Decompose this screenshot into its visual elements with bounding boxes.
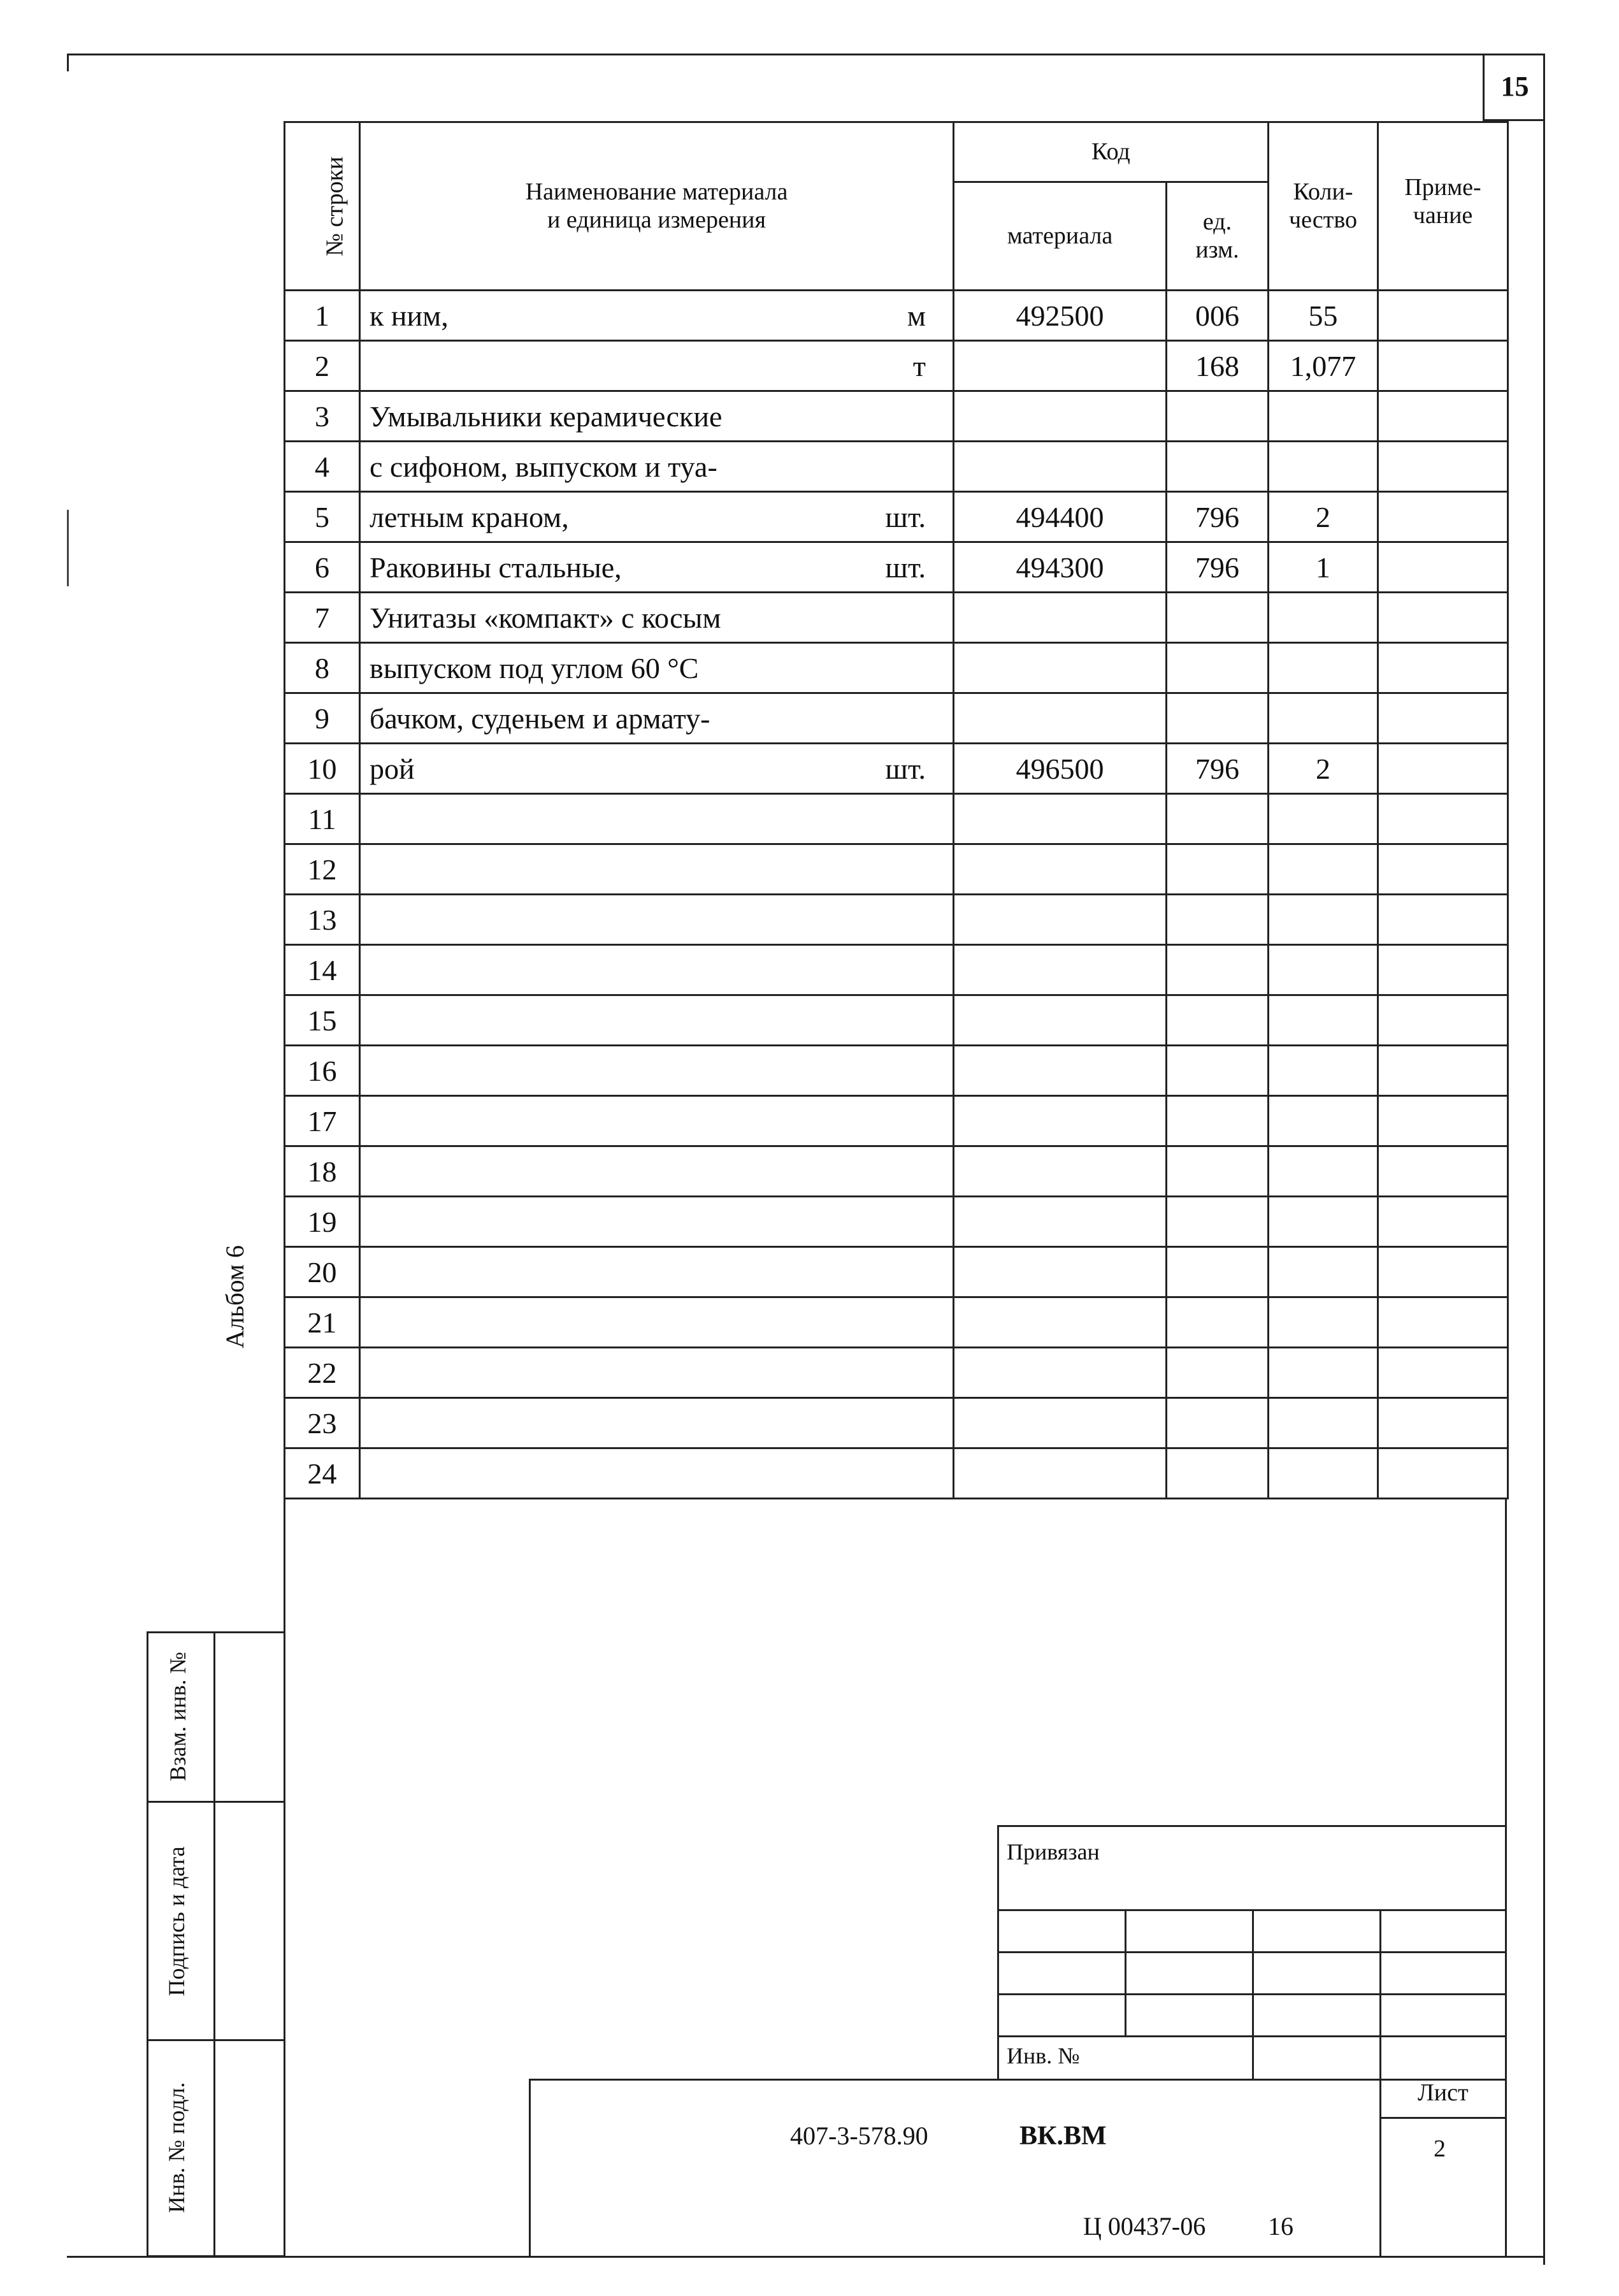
row-number: 9 — [285, 693, 360, 744]
material-code — [954, 1146, 1167, 1197]
table-row — [285, 542, 1508, 593]
quantity: 2 — [1269, 744, 1378, 794]
material-name: Унитазы «компакт» с косым — [370, 601, 721, 634]
note — [1378, 844, 1508, 895]
material-code — [954, 1348, 1167, 1398]
material-name-cell — [360, 1398, 954, 1448]
unit-name: шт. — [885, 551, 926, 584]
note — [1378, 1146, 1508, 1197]
material-name-cell — [360, 1448, 954, 1499]
table-row — [285, 1247, 1508, 1297]
table-row — [285, 693, 1508, 744]
material-name-cell — [360, 442, 954, 492]
note — [1378, 341, 1508, 391]
material-name-cell — [360, 995, 954, 1046]
table-row — [285, 1297, 1508, 1348]
quantity — [1269, 1096, 1378, 1146]
frame-left-line — [67, 54, 69, 71]
quantity — [1269, 1197, 1378, 1247]
footer-page: 16 — [1268, 2212, 1293, 2241]
row-number: 13 — [285, 895, 360, 945]
table-row — [285, 593, 1508, 643]
note — [1378, 1197, 1508, 1247]
materials-table — [284, 121, 1509, 1499]
unit-code — [1167, 643, 1269, 693]
material-code — [954, 1197, 1167, 1247]
material-code: 494400 — [954, 492, 1167, 542]
unit-code — [1167, 1197, 1269, 1247]
table-row — [285, 1448, 1508, 1499]
document-mark: ВК.ВМ — [1019, 2121, 1107, 2151]
material-code — [954, 1247, 1167, 1297]
note — [1378, 693, 1508, 744]
unit-name: шт. — [885, 752, 926, 785]
unit-name: т — [912, 349, 926, 382]
note — [1378, 945, 1508, 995]
row-number: 12 — [285, 844, 360, 895]
row-number: 23 — [285, 1398, 360, 1448]
row-number: 19 — [285, 1197, 360, 1247]
table-row — [285, 794, 1508, 844]
material-code — [954, 1297, 1167, 1348]
lower-area-right-line — [1505, 1498, 1507, 2257]
table-row — [285, 1046, 1508, 1096]
unit-code — [1167, 1247, 1269, 1297]
stamp-top-line — [997, 1825, 1507, 1827]
note — [1378, 291, 1508, 341]
unit-code — [1167, 1348, 1269, 1398]
album-label: Альбом 6 — [220, 1245, 249, 1348]
unit-code: 796 — [1167, 542, 1269, 593]
quantity: 1 — [1269, 542, 1378, 593]
unit-code: 796 — [1167, 744, 1269, 794]
unit-code — [1167, 1297, 1269, 1348]
stamp-col-line-2 — [1252, 1909, 1254, 2080]
material-name: с сифоном, выпуском и туа- — [370, 450, 717, 483]
inv-no-label: Инв. № — [1007, 2043, 1080, 2069]
material-code — [954, 895, 1167, 945]
frame-left-mark — [67, 510, 69, 586]
quantity — [1269, 1146, 1378, 1197]
header-row-no: № строки — [285, 122, 360, 291]
material-name-cell — [360, 1247, 954, 1297]
row-number: 24 — [285, 1448, 360, 1499]
material-name-cell — [360, 693, 954, 744]
sheet-number: 2 — [1434, 2135, 1446, 2162]
stamp-col-line-3 — [1379, 1909, 1381, 2257]
quantity — [1269, 1247, 1378, 1297]
material-code — [954, 1448, 1167, 1499]
unit-code — [1167, 1448, 1269, 1499]
material-code — [954, 1096, 1167, 1146]
quantity — [1269, 442, 1378, 492]
material-code — [954, 593, 1167, 643]
note — [1378, 1448, 1508, 1499]
note — [1378, 1398, 1508, 1448]
material-code — [954, 391, 1167, 442]
note — [1378, 995, 1508, 1046]
quantity — [1269, 593, 1378, 643]
table-row — [285, 1146, 1508, 1197]
row-number: 5 — [285, 492, 360, 542]
quantity — [1269, 794, 1378, 844]
unit-code: 006 — [1167, 291, 1269, 341]
material-name-cell — [360, 1096, 954, 1146]
replace-inv-label: Взам. инв. № — [165, 1652, 191, 1781]
unit-code — [1167, 1398, 1269, 1448]
quantity — [1269, 693, 1378, 744]
material-code — [954, 341, 1167, 391]
table-row — [285, 1398, 1508, 1448]
unit-code — [1167, 794, 1269, 844]
material-name-cell — [360, 945, 954, 995]
note — [1378, 593, 1508, 643]
row-number: 14 — [285, 945, 360, 995]
quantity — [1269, 643, 1378, 693]
table-row — [285, 995, 1508, 1046]
sheet-label: Лист — [1418, 2079, 1469, 2106]
material-code — [954, 995, 1167, 1046]
row-number: 17 — [285, 1096, 360, 1146]
unit-code: 796 — [1167, 492, 1269, 542]
row-number: 15 — [285, 995, 360, 1046]
material-name-cell — [360, 593, 954, 643]
header-note: Приме- чание — [1378, 122, 1508, 291]
quantity — [1269, 1348, 1378, 1398]
quantity — [1269, 391, 1378, 442]
quantity — [1269, 995, 1378, 1046]
note — [1378, 1096, 1508, 1146]
row-number: 7 — [285, 593, 360, 643]
material-name-cell — [360, 744, 954, 794]
quantity — [1269, 1046, 1378, 1096]
table-row — [285, 643, 1508, 693]
unit-name: м — [907, 299, 926, 332]
material-name: рой — [370, 752, 415, 785]
material-name: бачком, суденьем и армату- — [370, 702, 710, 735]
inv-orig-label: Инв. № подл. — [164, 2082, 189, 2213]
material-name-cell — [360, 291, 954, 341]
header-code: Код — [954, 122, 1269, 182]
row-number: 22 — [285, 1348, 360, 1398]
unit-code: 168 — [1167, 341, 1269, 391]
material-name-cell — [360, 794, 954, 844]
note — [1378, 744, 1508, 794]
footer-code: Ц 00437-06 — [1083, 2212, 1206, 2241]
unit-code — [1167, 895, 1269, 945]
material-name: Умывальники керамические — [370, 400, 723, 433]
quantity — [1269, 1398, 1378, 1448]
document-code: 407-3-578.90 — [790, 2121, 928, 2150]
unit-code — [1167, 945, 1269, 995]
table-row — [285, 341, 1508, 391]
row-number: 2 — [285, 341, 360, 391]
material-name-cell — [360, 1197, 954, 1247]
material-code — [954, 844, 1167, 895]
frame-right-line — [1543, 54, 1545, 2265]
material-name-cell — [360, 1146, 954, 1197]
side-strip-divider — [213, 1631, 215, 2257]
stamp-col-line-1 — [1125, 1909, 1126, 2037]
material-name-cell — [360, 542, 954, 593]
side-strip-line-2 — [147, 2039, 285, 2041]
note — [1378, 1247, 1508, 1297]
quantity — [1269, 895, 1378, 945]
side-strip-line-1 — [147, 1801, 285, 1803]
header-name: Наименование материала и единица измерения — [360, 122, 954, 291]
unit-code — [1167, 693, 1269, 744]
material-code: 496500 — [954, 744, 1167, 794]
unit-code — [1167, 442, 1269, 492]
note — [1378, 895, 1508, 945]
row-number: 6 — [285, 542, 360, 593]
row-number: 18 — [285, 1146, 360, 1197]
material-code: 494300 — [954, 542, 1167, 593]
material-name-cell — [360, 895, 954, 945]
row-number: 8 — [285, 643, 360, 693]
material-name-cell — [360, 643, 954, 693]
header-code-unit: ед. изм. — [1167, 182, 1269, 291]
quantity — [1269, 1297, 1378, 1348]
material-name: к ним, — [370, 299, 449, 332]
note — [1378, 542, 1508, 593]
material-name-cell — [360, 341, 954, 391]
material-name: летным краном, — [370, 500, 569, 533]
table-row — [285, 844, 1508, 895]
row-number: 3 — [285, 391, 360, 442]
unit-code — [1167, 995, 1269, 1046]
table-row — [285, 945, 1508, 995]
quantity: 55 — [1269, 291, 1378, 341]
row-number: 10 — [285, 744, 360, 794]
quantity — [1269, 844, 1378, 895]
material-name-cell — [360, 844, 954, 895]
note — [1378, 391, 1508, 442]
material-name-cell — [360, 391, 954, 442]
row-number: 4 — [285, 442, 360, 492]
frame-bottom-line — [67, 2256, 1545, 2258]
sheet-divider — [1379, 2117, 1507, 2119]
row-number: 11 — [285, 794, 360, 844]
note — [1378, 492, 1508, 542]
unit-code — [1167, 1146, 1269, 1197]
material-code — [954, 945, 1167, 995]
note — [1378, 794, 1508, 844]
quantity: 1,077 — [1269, 341, 1378, 391]
unit-code — [1167, 391, 1269, 442]
table-row — [285, 1197, 1508, 1247]
material-code — [954, 693, 1167, 744]
row-number: 16 — [285, 1046, 360, 1096]
sign-date-label: Подпись и дата — [164, 1846, 189, 1996]
material-code: 492500 — [954, 291, 1167, 341]
table-row — [285, 442, 1508, 492]
attached-label: Привязан — [1007, 1839, 1100, 1865]
quantity — [1269, 1448, 1378, 1499]
quantity — [1269, 945, 1378, 995]
note — [1378, 1297, 1508, 1348]
row-number: 21 — [285, 1297, 360, 1348]
material-code — [954, 1046, 1167, 1096]
table-row — [285, 391, 1508, 442]
table-row — [285, 1096, 1508, 1146]
material-name-cell — [360, 1046, 954, 1096]
note — [1378, 442, 1508, 492]
unit-code — [1167, 844, 1269, 895]
material-name-cell — [360, 1297, 954, 1348]
frame-top-line — [67, 54, 1545, 55]
unit-code — [1167, 593, 1269, 643]
note — [1378, 1348, 1508, 1398]
unit-name: шт. — [885, 500, 926, 533]
material-name-cell — [360, 492, 954, 542]
table-row — [285, 492, 1508, 542]
header-quantity: Коли- чество — [1269, 122, 1378, 291]
table-row — [285, 895, 1508, 945]
material-code — [954, 442, 1167, 492]
quantity: 2 — [1269, 492, 1378, 542]
table-row — [285, 744, 1508, 794]
material-name: выпуском под углом 60 °С — [370, 651, 699, 684]
note — [1378, 643, 1508, 693]
material-name-cell — [360, 1348, 954, 1398]
note — [1378, 1046, 1508, 1096]
row-number: 1 — [285, 291, 360, 341]
material-code — [954, 794, 1167, 844]
material-name: Раковины стальные, — [370, 551, 622, 584]
header-code-material: материала — [954, 182, 1167, 291]
table-row — [285, 291, 1508, 341]
material-code — [954, 643, 1167, 693]
title-block-left-line — [529, 2079, 531, 2257]
row-number: 20 — [285, 1247, 360, 1297]
unit-code — [1167, 1046, 1269, 1096]
table-row — [285, 1348, 1508, 1398]
title-block-top-line — [529, 2079, 1507, 2081]
page-number: 15 — [1483, 54, 1545, 121]
material-code — [954, 1398, 1167, 1448]
unit-code — [1167, 1096, 1269, 1146]
